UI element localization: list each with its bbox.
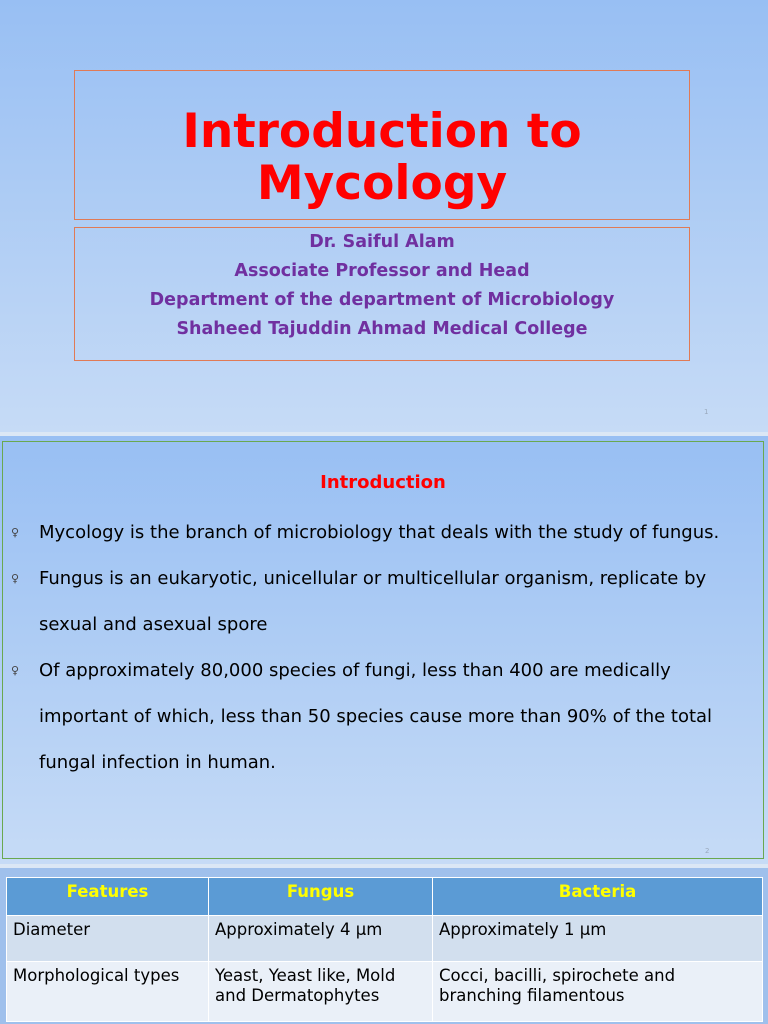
introduction-slide: [0, 436, 768, 864]
title-slide: [0, 0, 768, 432]
bullet-item: [11, 556, 763, 648]
table-cell: Morphological types: [7, 962, 209, 1022]
header-fungus: Fungus: [209, 878, 433, 916]
table-cell: Approximately 1 µm: [433, 916, 763, 962]
comparison-slide: [0, 868, 768, 1024]
bullet-symbol-icon: ♀: [11, 572, 20, 585]
header-bacteria: Bacteria: [433, 878, 763, 916]
bullet-symbol-icon: ♀: [11, 526, 20, 539]
slide-number: 2: [705, 847, 710, 855]
header-features: Features: [7, 878, 209, 916]
author-position: Associate Professor and Head: [234, 261, 530, 281]
table-cell: Diameter: [7, 916, 209, 962]
bullet-text: Fungus is an eukaryotic, unicellular or multicellular organism, replicate by sexual and asexual spore: [39, 568, 707, 635]
comparison-table: [6, 877, 763, 1022]
table-cell: Yeast, Yeast like, Mold and Dermatophytes: [209, 962, 433, 1022]
table-row: [7, 962, 763, 1022]
author-name: Dr. Saiful Alam: [309, 232, 455, 252]
table-header-row: [7, 878, 763, 916]
title-placeholder: [74, 70, 690, 220]
content-placeholder: [2, 441, 764, 859]
slide-number: 1: [704, 408, 709, 416]
table-cell: Cocci, bacilli, spirochete and branching filamentous: [433, 962, 763, 1022]
table-row: [7, 916, 763, 962]
table-cell: Approximately 4 µm: [209, 916, 433, 962]
bullet-item: [11, 648, 763, 786]
author-institution: Shaheed Tajuddin Ahmad Medical College: [176, 319, 588, 339]
bullet-item: [11, 510, 763, 556]
section-heading: Introduction: [320, 472, 446, 493]
author-department: Department of the department of Microbiology: [149, 290, 615, 310]
bullet-symbol-icon: ♀: [11, 664, 20, 677]
bullet-text: Of approximately 80,000 species of fungi, less than 400 are medically important of which, less than 50 species cause more than 90% of the total fungal infection in human.: [39, 660, 713, 773]
bullet-text: Mycology is the branch of microbiology that deals with the study of fungus.: [39, 522, 720, 543]
author-placeholder: [74, 227, 690, 361]
bullet-list: [11, 510, 763, 786]
slide-title: Introduction to Mycology: [182, 103, 582, 211]
